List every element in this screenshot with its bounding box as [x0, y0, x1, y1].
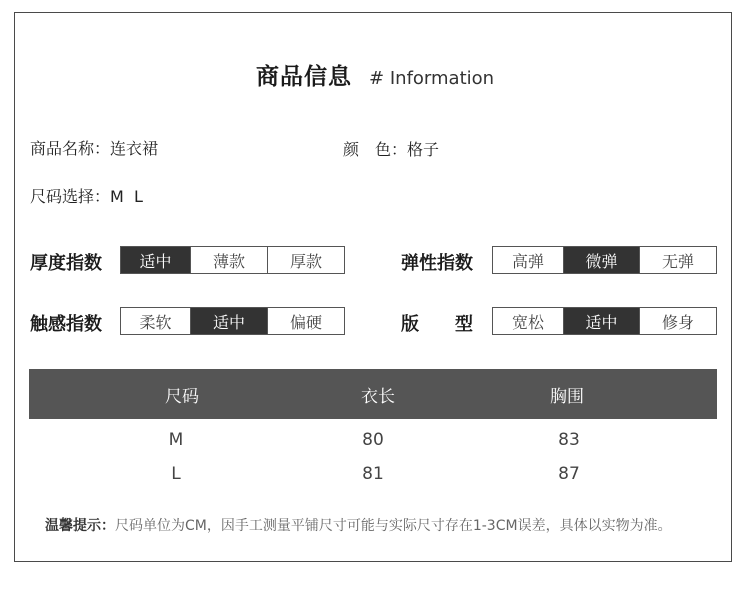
size-table-header [29, 369, 717, 419]
thickness-scale [120, 246, 345, 274]
table-row [29, 456, 717, 490]
touch-option: 柔软 [121, 308, 191, 334]
cell-bust: 87 [558, 464, 580, 484]
thickness-option: 厚款 [268, 247, 344, 273]
color-value: 格子 [407, 140, 440, 159]
title-chinese: 商品信息 [255, 64, 352, 90]
product-name-value: 连衣裙 [110, 139, 159, 158]
size-select-row [30, 184, 143, 207]
cell-bust: 83 [558, 430, 580, 450]
touch-label: 触感指数 [30, 314, 102, 335]
tip-label: 温馨提示： [45, 518, 115, 534]
table-row [29, 422, 717, 456]
elasticity-option: 高弹 [493, 247, 564, 273]
product-name-row [30, 136, 158, 159]
thickness-option: 薄款 [191, 247, 268, 273]
title-english: # Information [369, 68, 495, 89]
color-row [343, 137, 439, 160]
touch-scale [120, 307, 345, 335]
size-select-label: 尺码选择： [30, 187, 111, 206]
color-label: 颜 色： [343, 140, 408, 159]
elasticity-label: 弹性指数 [401, 253, 473, 274]
thickness-option: 适中 [121, 247, 191, 273]
fit-scale [492, 307, 717, 335]
fit-option: 宽松 [493, 308, 564, 334]
tip-text: 尺码单位为CM，因手工测量平铺尺寸可能与实际尺寸存在1-3CM误差，具体以实物为准。 [115, 518, 672, 534]
header-length: 衣长 [361, 386, 395, 407]
fit-option: 适中 [564, 308, 640, 334]
fit-option: 修身 [640, 308, 716, 334]
touch-option: 适中 [191, 308, 268, 334]
size-tip [45, 516, 725, 537]
thickness-label: 厚度指数 [30, 253, 102, 274]
cell-length: 81 [362, 464, 384, 484]
elasticity-option: 无弹 [640, 247, 716, 273]
elasticity-option: 微弹 [564, 247, 640, 273]
header-bust: 胸围 [550, 386, 584, 407]
touch-option: 偏硬 [268, 308, 344, 334]
fit-label: 版 型 [401, 314, 473, 335]
section-title [0, 58, 750, 91]
elasticity-scale [492, 246, 717, 274]
size-table [29, 369, 717, 490]
size-select-value: M L [110, 187, 143, 206]
cell-length: 80 [362, 430, 384, 450]
cell-size: L [171, 464, 181, 484]
header-size: 尺码 [165, 386, 199, 407]
cell-size: M [168, 430, 184, 450]
product-name-label: 商品名称： [30, 139, 111, 158]
